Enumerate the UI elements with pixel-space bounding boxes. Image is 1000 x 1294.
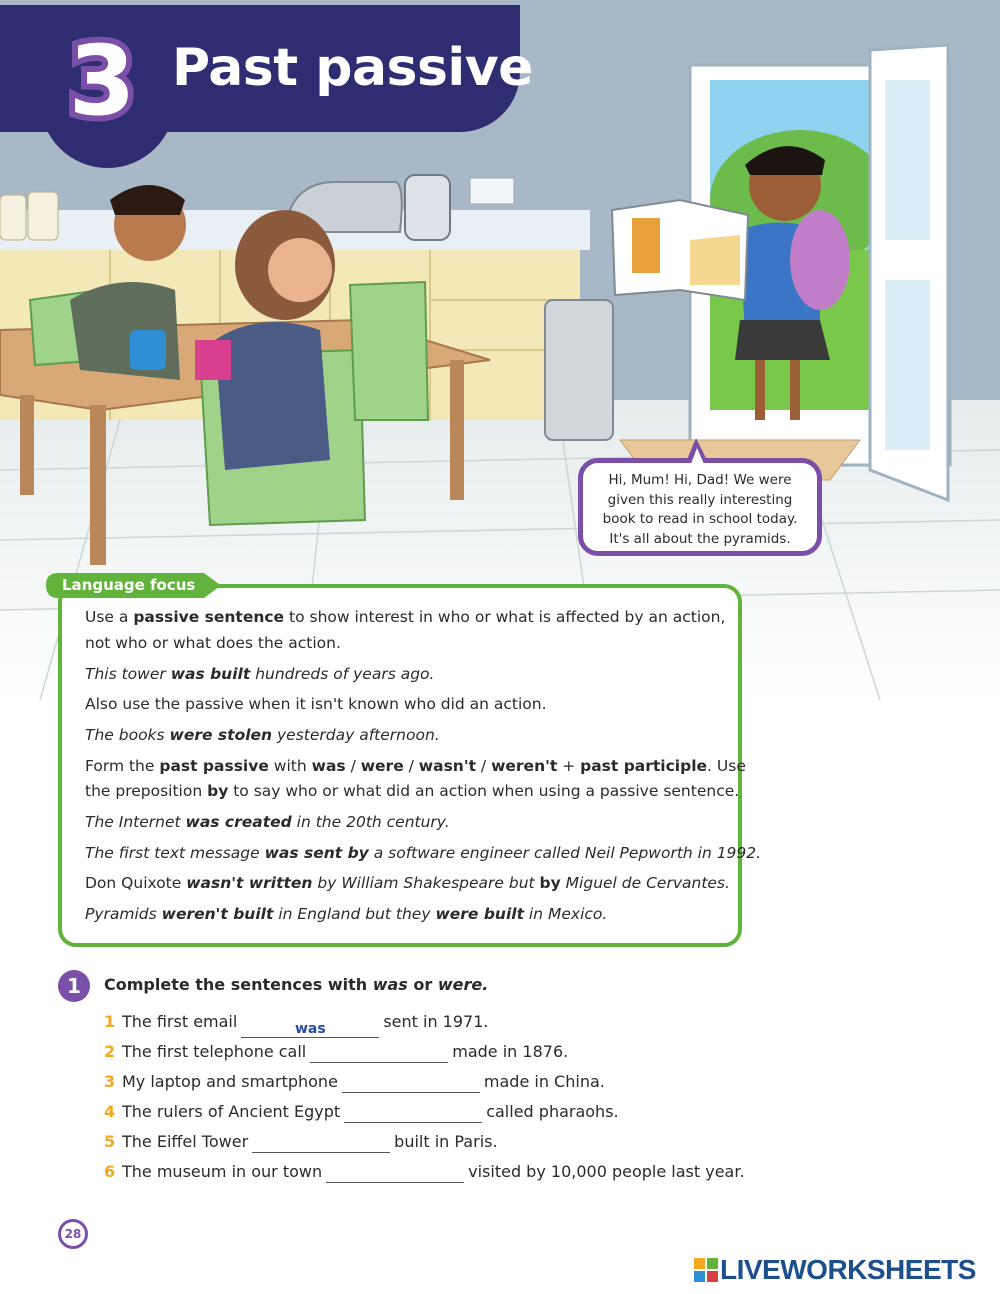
term: were stolen <box>169 726 273 744</box>
page-title: Past passive <box>172 38 533 98</box>
speech-line: It's all about the pyramids. <box>609 530 791 547</box>
item-text-after: built in Paris. <box>394 1132 498 1151</box>
term: by <box>207 782 229 800</box>
text-run: The books <box>85 726 170 744</box>
answer-blank[interactable] <box>344 1103 482 1123</box>
speech-line: given this really interesting <box>607 491 793 508</box>
text-run: Don Quixote <box>85 874 187 892</box>
exercise-number-badge: 1 <box>58 970 90 1002</box>
text-run: to show interest in who or what is affected by an action, <box>284 608 726 626</box>
item-text-after: called pharaohs. <box>486 1102 619 1121</box>
lf-rule-line <box>85 608 725 626</box>
text-run: to say who or what did an action when using a passive sentence. <box>228 782 740 800</box>
term: was built <box>170 665 251 683</box>
term: were built <box>435 905 524 923</box>
answer-blank[interactable] <box>326 1163 464 1183</box>
item-number: 4 <box>104 1102 116 1121</box>
lf-example-line <box>85 726 440 744</box>
text-run: in the 20th century. <box>291 813 450 831</box>
speech-bubble <box>578 458 822 556</box>
item-text-before: The first telephone call <box>122 1042 307 1061</box>
term: wasn't <box>418 757 476 775</box>
lf-rule-line <box>85 782 739 800</box>
answer-blank[interactable] <box>342 1073 480 1093</box>
text-run: The Internet <box>85 813 186 831</box>
exercise-instruction <box>104 975 488 994</box>
brand-name: LIVEWORKSHEETS <box>720 1254 976 1285</box>
exercise-item <box>104 1162 745 1183</box>
exercise-item <box>104 1012 488 1038</box>
item-text-before: My laptop and smartphone <box>122 1072 338 1091</box>
text-run: Use a <box>85 608 134 626</box>
term: passive sentence <box>133 608 285 626</box>
item-text-before: The rulers of Ancient Egypt <box>122 1102 341 1121</box>
text-run: The first text message <box>85 844 265 862</box>
text-run: Form the <box>85 757 160 775</box>
text-run: Pyramids <box>85 905 162 923</box>
text-run: / <box>476 757 492 775</box>
text-run: in Mexico. <box>524 905 608 923</box>
page-number: 28 <box>58 1219 88 1249</box>
exercise-item <box>104 1102 619 1123</box>
lf-example-line <box>85 874 730 892</box>
speech-bubble-tail-inner <box>691 448 704 464</box>
lf-rule-line: not who or what does the action. <box>85 634 341 652</box>
term: past participle <box>580 757 708 775</box>
exercise-item <box>104 1072 605 1093</box>
exercise-item <box>104 1132 498 1153</box>
lf-example-line <box>85 905 607 923</box>
text-run: / <box>345 757 361 775</box>
text-run: Miguel de Cervantes. <box>560 874 730 892</box>
unit-number: 3 <box>68 25 136 137</box>
item-text-after: visited by 10,000 people last year. <box>468 1162 745 1181</box>
term: was <box>311 757 346 775</box>
text-run: . Use <box>707 757 746 775</box>
liveworksheets-logo-icon <box>694 1258 718 1282</box>
text-run: by William Shakespeare but <box>312 874 540 892</box>
term: past passive <box>159 757 269 775</box>
answer-blank[interactable] <box>252 1133 390 1153</box>
speech-line: book to read in school today. <box>602 511 798 527</box>
lf-example-line <box>85 844 761 862</box>
text-run: or <box>407 975 438 994</box>
text-run: the preposition <box>85 782 208 800</box>
text-run: with <box>268 757 312 775</box>
lf-example-line <box>85 665 434 683</box>
term: by <box>539 874 561 892</box>
text-run: a software engineer called Neil Pepworth in 1992. <box>368 844 762 862</box>
term: was sent by <box>264 844 369 862</box>
term: wasn't written <box>186 874 313 892</box>
liveworksheets-brand[interactable] <box>694 1255 976 1285</box>
term: weren't built <box>161 905 274 923</box>
answer-blank[interactable] <box>241 1018 379 1038</box>
item-number: 3 <box>104 1072 116 1091</box>
language-focus-label: Language focus <box>62 576 196 594</box>
item-text-after: sent in 1971. <box>383 1012 489 1031</box>
lf-example-line <box>85 813 450 831</box>
lf-rule-line: Also use the passive when it isn't known who did an action. <box>85 695 547 713</box>
text-run: yesterday afternoon. <box>272 726 440 744</box>
item-text-after: made in China. <box>483 1072 605 1091</box>
lf-rule-line <box>85 757 746 775</box>
item-number: 1 <box>104 1012 116 1031</box>
term: were <box>360 757 404 775</box>
item-number: 6 <box>104 1162 116 1181</box>
text-run: / <box>403 757 419 775</box>
answer-blank[interactable] <box>310 1043 448 1063</box>
text-run: was <box>372 975 408 994</box>
item-text-before: The museum in our town <box>122 1162 323 1181</box>
text-run: in England but they <box>273 905 436 923</box>
text-run: This tower <box>85 665 171 683</box>
answer-text: was <box>294 1021 326 1037</box>
item-text-after: made in 1876. <box>452 1042 569 1061</box>
item-text-before: The Eiffel Tower <box>122 1132 249 1151</box>
text-run: + <box>557 757 581 775</box>
speech-line: Hi, Mum! Hi, Dad! We were <box>608 472 792 488</box>
term: was created <box>185 813 292 831</box>
text-run: Complete the sentences with <box>104 975 373 994</box>
text-run: hundreds of years ago. <box>250 665 435 683</box>
term: weren't <box>491 757 558 775</box>
text-run: were. <box>437 975 489 994</box>
item-number: 5 <box>104 1132 116 1151</box>
exercise-item <box>104 1042 568 1063</box>
item-text-before: The first email <box>122 1012 238 1031</box>
item-number: 2 <box>104 1042 116 1061</box>
